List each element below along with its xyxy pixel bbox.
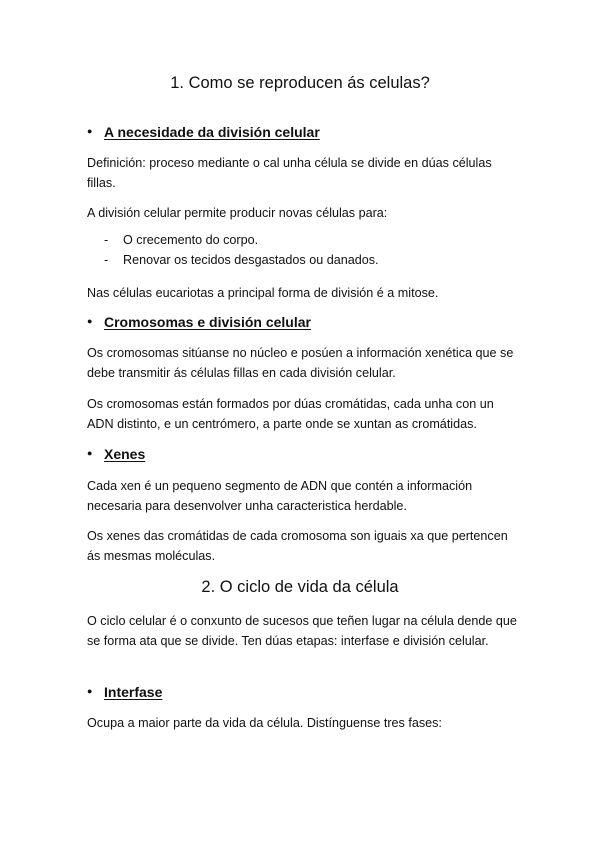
paragraph-genes-identical: Os xenes das cromátidas de cada cromosoma son iguais xa que pertencen ás mesmas moléculas. bbox=[87, 529, 508, 563]
bullet-icon bbox=[87, 684, 99, 699]
subsection-title-interphase: Interfase bbox=[104, 684, 163, 700]
section-2-heading: 2. O ciclo de vida da célula bbox=[201, 578, 399, 596]
list-dash: - bbox=[104, 253, 109, 267]
paragraph-chromosomes-structure: Os cromosomas están formados por dúas cromátidas, cada unha con un ADN distinto, e un centrómero, a parte onde se xuntan as cromátidas. bbox=[87, 397, 494, 431]
paragraph-interphase: Ocupa a maior parte da vida da célula. Distínguense tres fases: bbox=[87, 716, 442, 730]
paragraph-chromosomes-location: Os cromosomas sitúanse no núcleo e posúen a información xenética que se debe transmitir ás células fillas en cada división celular. bbox=[87, 346, 514, 380]
subsection-title-genes: Xenes bbox=[104, 446, 146, 462]
paragraph-cell-cycle: O ciclo celular é o conxunto de sucesos que teñen lugar na célula dende que se forma ata que se divide. Ten dúas etapas: interfase e división celular. bbox=[87, 614, 517, 648]
section-1-heading: 1. Como se reproducen ás celulas? bbox=[170, 74, 430, 92]
paragraph-gene-definition: Cada xen é un pequeno segmento de ADN que contén a información necesaria para desenvolver unha caracteristica herdable. bbox=[87, 479, 473, 513]
list-item-renew: Renovar os tecidos desgastados ou danados. bbox=[123, 253, 379, 267]
bullet-icon bbox=[87, 446, 99, 461]
paragraph-division-purpose: A división celular permite producir novas células para: bbox=[87, 206, 388, 220]
paragraph-definition: Definición: proceso mediante o cal unha célula se divide en dúas células fillas. bbox=[87, 156, 492, 190]
list-dash: - bbox=[104, 233, 109, 247]
list-item-growth: O crecemento do corpo. bbox=[123, 233, 259, 247]
bullet-icon bbox=[87, 124, 99, 139]
bullet-icon bbox=[87, 314, 99, 329]
paragraph-mitosis: Nas células eucariotas a principal forma de división é a mitose. bbox=[87, 286, 439, 300]
subsection-title-chromosomes: Cromosomas e división celular bbox=[104, 314, 311, 330]
subsection-title-cell-division: A necesidade da división celular bbox=[104, 124, 320, 140]
